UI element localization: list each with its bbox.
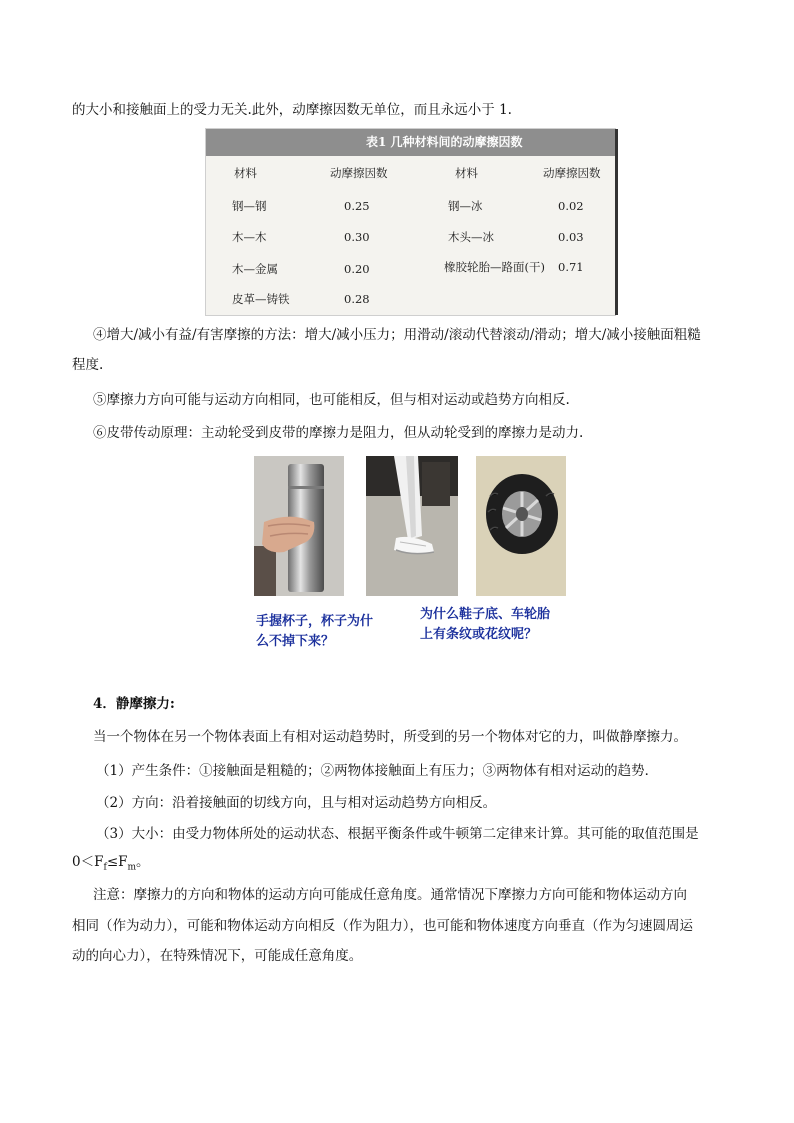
table-cell-coef: 0.02: [558, 199, 584, 213]
table-cell-coef: 0.28: [344, 292, 370, 306]
static-friction-size-line-1: （3）大小：由受力物体所处的运动状态、根据平衡条件或牛顿第二定律来计算。其可能的取值范围是: [96, 826, 699, 842]
intro-line: 的大小和接触面上的受力无关.此外，动摩擦因数无单位，而且永远小于 1.: [72, 102, 512, 118]
table-cell-material: 橡胶轮胎—路面(干): [444, 260, 545, 274]
cup-photo: [254, 456, 344, 596]
shoe-photo: [366, 456, 458, 596]
tire-photo: [476, 456, 566, 596]
table-header-coef-2: 动摩擦因数: [543, 166, 601, 180]
shoe-tire-caption: 为什么鞋子底、车轮胎 上有条纹或花纹呢？: [420, 607, 551, 642]
range-sub-m: m: [127, 862, 137, 873]
static-friction-range: [72, 852, 150, 878]
friction-coefficient-table: [205, 128, 616, 316]
table-cell-material: 木头—冰: [448, 230, 494, 244]
cup-caption: 手握杯子，杯子为什 么不掉下来？: [256, 614, 374, 649]
table-edge-shadow: [615, 129, 618, 315]
table-cell-coef: 0.03: [558, 230, 584, 244]
table-header-material-1: 材料: [234, 166, 257, 180]
range-start: 0＜F: [72, 854, 104, 870]
range-end: 。: [136, 854, 150, 870]
table-cell-material: 木—金属: [232, 262, 278, 276]
table-cell-coef: 0.30: [344, 230, 370, 244]
note-line-3: 动的向心力），在特殊情况下，可能成任意角度。: [72, 948, 363, 964]
table-header-material-2: 材料: [455, 166, 478, 180]
table-header-coef-1: 动摩擦因数: [330, 166, 388, 180]
table-cell-material: 木—木: [232, 230, 267, 244]
table-cell-coef: 0.71: [558, 260, 584, 274]
note-line-2: 相同（作为动力），可能和物体运动方向相反（作为阻力），也可能和物体速度方向垂直（作为匀速圆周运: [72, 918, 693, 934]
table-cell-coef: 0.25: [344, 199, 370, 213]
table-cell-material: 钢—钢: [232, 199, 267, 213]
static-friction-condition: （1）产生条件：①接触面是粗糙的；②两物体接触面上有压力；③两物体有相对运动的趋势．: [96, 763, 659, 779]
point-4-line-1: ④增大/减小有益/有害摩擦的方法：增大/减小压力；用滑动/滚动代替滚动/滑动；增大/减小接触面粗糙: [93, 327, 701, 343]
point-6: ⑥皮带传动原理：主动轮受到皮带的摩擦力是阻力，但从动轮受到的摩擦力是动力.: [93, 425, 584, 441]
range-sub-f: f: [103, 862, 107, 873]
point-4-line-2: 程度.: [72, 357, 104, 373]
note-line-1: 注意：摩擦力的方向和物体的运动方向可能成任意角度。通常情况下摩擦力方向可能和物体运动方向: [93, 887, 687, 903]
table-title: 表1 几种材料间的动摩擦因数: [206, 129, 615, 156]
range-le: ≤F: [106, 854, 128, 870]
point-5: ⑤摩擦力方向可能与运动方向相同，也可能相反，但与相对运动或趋势方向相反.: [93, 392, 570, 408]
table-cell-material: 钢—冰: [448, 199, 483, 213]
table-cell-material: 皮革—铸铁: [232, 292, 290, 306]
section-4-heading: 4．静摩擦力:: [93, 696, 175, 712]
table-cell-coef: 0.20: [344, 262, 370, 276]
static-friction-direction: （2）方向：沿着接触面的切线方向，且与相对运动趋势方向相反。: [96, 795, 497, 811]
static-friction-definition: 当一个物体在另一个物体表面上有相对运动趋势时，所受到的另一个物体对它的力，叫做静摩擦力。: [93, 729, 687, 745]
